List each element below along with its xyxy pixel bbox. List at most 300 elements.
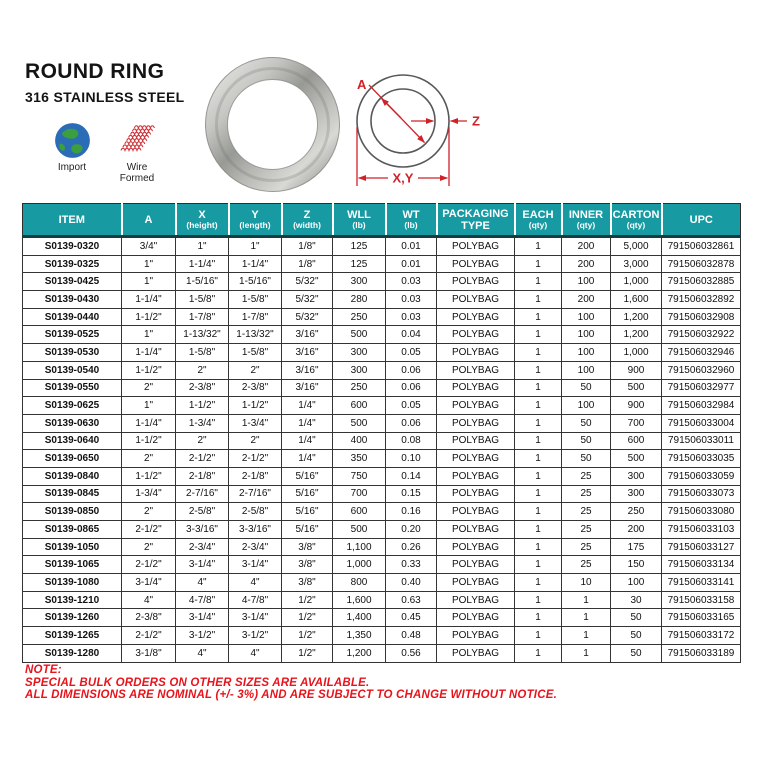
value-cell: 1"	[122, 326, 176, 344]
value-cell: 3/8"	[282, 538, 333, 556]
value-cell: 0.01	[386, 237, 437, 256]
value-cell: POLYBAG	[437, 255, 515, 273]
item-cell: S0139-0425	[23, 273, 122, 291]
table-row	[23, 485, 741, 503]
value-cell: 4"	[229, 644, 282, 662]
value-cell: 2-1/2"	[176, 450, 229, 468]
value-cell: 1-7/8"	[229, 308, 282, 326]
value-cell: 1/2"	[282, 609, 333, 627]
value-cell: 1	[515, 379, 562, 397]
value-cell: 500	[611, 450, 662, 468]
value-cell: 250	[333, 379, 386, 397]
value-cell: 2-5/8"	[229, 503, 282, 521]
table-row	[23, 574, 741, 592]
value-cell: 0.04	[386, 326, 437, 344]
value-cell: 2"	[122, 503, 176, 521]
item-cell: S0139-0530	[23, 344, 122, 362]
value-cell: 0.40	[386, 574, 437, 592]
value-cell: 1	[515, 414, 562, 432]
diagram-label-xy: X,Y	[392, 170, 414, 186]
value-cell: POLYBAG	[437, 644, 515, 662]
value-cell: 0.15	[386, 485, 437, 503]
value-cell: 0.26	[386, 538, 437, 556]
value-cell: POLYBAG	[437, 361, 515, 379]
value-cell: 25	[562, 521, 611, 539]
value-cell: POLYBAG	[437, 556, 515, 574]
table-row	[23, 432, 741, 450]
value-cell: 3-1/4"	[122, 574, 176, 592]
page-title: ROUND RING	[25, 60, 165, 83]
wire-formed-badge-label: Wire Formed	[119, 162, 155, 184]
value-cell: 791506032946	[662, 344, 741, 362]
value-cell: 0.05	[386, 344, 437, 362]
value-cell: 25	[562, 503, 611, 521]
value-cell: 0.14	[386, 467, 437, 485]
value-cell: 1,100	[333, 538, 386, 556]
value-cell: 1	[515, 627, 562, 645]
value-cell: 150	[611, 556, 662, 574]
value-cell: POLYBAG	[437, 273, 515, 291]
value-cell: 2-3/4"	[176, 538, 229, 556]
item-cell: S0139-0845	[23, 485, 122, 503]
value-cell: 1/4"	[282, 450, 333, 468]
value-cell: 1,200	[333, 644, 386, 662]
value-cell: 2-1/8"	[229, 467, 282, 485]
value-cell: 0.03	[386, 291, 437, 309]
value-cell: 50	[562, 414, 611, 432]
value-cell: 2-1/2"	[122, 556, 176, 574]
value-cell: 100	[562, 397, 611, 415]
value-cell: 1	[515, 591, 562, 609]
value-cell: POLYBAG	[437, 414, 515, 432]
value-cell: 100	[562, 361, 611, 379]
value-cell: 1-3/4"	[229, 414, 282, 432]
value-cell: 25	[562, 485, 611, 503]
value-cell: 1	[562, 644, 611, 662]
value-cell: 791506032984	[662, 397, 741, 415]
value-cell: 30	[611, 591, 662, 609]
value-cell: 1-5/8"	[176, 291, 229, 309]
value-cell: 2-1/2"	[229, 450, 282, 468]
diagram-label-z: Z	[472, 113, 480, 129]
value-cell: 50	[611, 627, 662, 645]
value-cell: 0.06	[386, 414, 437, 432]
column-header: ITEM	[23, 204, 122, 237]
value-cell: 3-1/2"	[229, 627, 282, 645]
value-cell: 1	[515, 361, 562, 379]
value-cell: 50	[611, 644, 662, 662]
value-cell: 0.03	[386, 308, 437, 326]
value-cell: 600	[333, 503, 386, 521]
value-cell: 1-1/2"	[122, 432, 176, 450]
value-cell: 2"	[229, 432, 282, 450]
value-cell: 791506032922	[662, 326, 741, 344]
table-row	[23, 326, 741, 344]
value-cell: 1/2"	[282, 644, 333, 662]
table-row	[23, 467, 741, 485]
value-cell: 100	[562, 326, 611, 344]
value-cell: 250	[333, 308, 386, 326]
value-cell: 791506032878	[662, 255, 741, 273]
value-cell: 1	[562, 609, 611, 627]
value-cell: 0.10	[386, 450, 437, 468]
value-cell: 2"	[229, 361, 282, 379]
value-cell: 1-5/8"	[176, 344, 229, 362]
value-cell: 1/2"	[282, 591, 333, 609]
value-cell: 175	[611, 538, 662, 556]
value-cell: 2"	[176, 361, 229, 379]
table-row	[23, 379, 741, 397]
value-cell: 1-13/32"	[176, 326, 229, 344]
product-photo-ring	[200, 52, 345, 202]
value-cell: 10	[562, 574, 611, 592]
value-cell: 1,350	[333, 627, 386, 645]
value-cell: 600	[611, 432, 662, 450]
item-cell: S0139-1065	[23, 556, 122, 574]
value-cell: POLYBAG	[437, 432, 515, 450]
table-header-row	[23, 204, 741, 237]
value-cell: 1	[515, 273, 562, 291]
spec-table	[22, 203, 741, 663]
value-cell: 3-1/4"	[176, 556, 229, 574]
value-cell: 1-1/2"	[122, 361, 176, 379]
value-cell: 791506033059	[662, 467, 741, 485]
value-cell: 280	[333, 291, 386, 309]
value-cell: 791506032861	[662, 237, 741, 256]
column-header: INNER (qty)	[562, 204, 611, 237]
value-cell: 5/32"	[282, 291, 333, 309]
value-cell: 200	[562, 237, 611, 256]
value-cell: 791506033158	[662, 591, 741, 609]
value-cell: 25	[562, 556, 611, 574]
value-cell: 1-1/4"	[122, 291, 176, 309]
value-cell: 1,000	[333, 556, 386, 574]
value-cell: 1-3/4"	[122, 485, 176, 503]
value-cell: 791506032977	[662, 379, 741, 397]
value-cell: 300	[611, 485, 662, 503]
item-cell: S0139-0440	[23, 308, 122, 326]
value-cell: 500	[333, 326, 386, 344]
value-cell: 100	[562, 344, 611, 362]
value-cell: 2-5/8"	[176, 503, 229, 521]
value-cell: 50	[611, 609, 662, 627]
value-cell: 1"	[122, 397, 176, 415]
item-cell: S0139-0525	[23, 326, 122, 344]
value-cell: 5/32"	[282, 273, 333, 291]
item-cell: S0139-1260	[23, 609, 122, 627]
value-cell: POLYBAG	[437, 379, 515, 397]
value-cell: POLYBAG	[437, 485, 515, 503]
value-cell: 1-5/16"	[176, 273, 229, 291]
value-cell: 1,200	[611, 326, 662, 344]
value-cell: 50	[562, 432, 611, 450]
column-header: CARTON (qty)	[611, 204, 662, 237]
value-cell: 2-3/4"	[229, 538, 282, 556]
value-cell: 2-3/8"	[176, 379, 229, 397]
dimension-diagram	[345, 57, 520, 202]
value-cell: 2-1/2"	[122, 627, 176, 645]
value-cell: 4"	[122, 591, 176, 609]
table-row	[23, 344, 741, 362]
page-subtitle: 316 STAINLESS STEEL	[25, 89, 185, 105]
column-header: Z (width)	[282, 204, 333, 237]
item-cell: S0139-1280	[23, 644, 122, 662]
value-cell: 5/32"	[282, 308, 333, 326]
item-cell: S0139-0430	[23, 291, 122, 309]
value-cell: 1	[515, 237, 562, 256]
value-cell: 300	[333, 273, 386, 291]
item-cell: S0139-1265	[23, 627, 122, 645]
column-header: UPC	[662, 204, 741, 237]
value-cell: 1-5/16"	[229, 273, 282, 291]
wire-formed-icon	[113, 121, 161, 159]
value-cell: 0.08	[386, 432, 437, 450]
value-cell: 3/16"	[282, 344, 333, 362]
value-cell: 1	[515, 291, 562, 309]
value-cell: 2-7/16"	[176, 485, 229, 503]
table-row	[23, 291, 741, 309]
item-cell: S0139-1080	[23, 574, 122, 592]
value-cell: 1-1/2"	[122, 467, 176, 485]
value-cell: 791506032908	[662, 308, 741, 326]
diagram-label-a: A	[357, 77, 367, 92]
value-cell: 3-3/16"	[229, 521, 282, 539]
value-cell: 3/16"	[282, 361, 333, 379]
value-cell: 2"	[122, 538, 176, 556]
value-cell: 5/16"	[282, 485, 333, 503]
value-cell: 1/4"	[282, 432, 333, 450]
table-row	[23, 556, 741, 574]
item-cell: S0139-0325	[23, 255, 122, 273]
column-header: PACKAGING TYPE	[437, 204, 515, 237]
value-cell: POLYBAG	[437, 627, 515, 645]
note-line: ALL DIMENSIONS ARE NOMINAL (+/- 3%) AND ARE SUBJECT TO CHANGE WITHOUT NOTICE.	[25, 689, 557, 702]
value-cell: 0.63	[386, 591, 437, 609]
value-cell: 1-1/2"	[122, 308, 176, 326]
value-cell: 791506032960	[662, 361, 741, 379]
value-cell: 1-5/8"	[229, 344, 282, 362]
value-cell: 0.05	[386, 397, 437, 415]
value-cell: 1-7/8"	[176, 308, 229, 326]
table-row	[23, 308, 741, 326]
value-cell: 750	[333, 467, 386, 485]
value-cell: 600	[333, 397, 386, 415]
value-cell: 100	[611, 574, 662, 592]
value-cell: 2"	[122, 450, 176, 468]
value-cell: 200	[611, 521, 662, 539]
value-cell: 1/8"	[282, 255, 333, 273]
value-cell: 300	[333, 344, 386, 362]
value-cell: 0.56	[386, 644, 437, 662]
table-row	[23, 591, 741, 609]
value-cell: 3-3/16"	[176, 521, 229, 539]
value-cell: 3-1/8"	[122, 644, 176, 662]
value-cell: 791506032892	[662, 291, 741, 309]
value-cell: POLYBAG	[437, 308, 515, 326]
value-cell: POLYBAG	[437, 291, 515, 309]
value-cell: 1/8"	[282, 237, 333, 256]
value-cell: 3-1/4"	[229, 609, 282, 627]
value-cell: 1	[515, 538, 562, 556]
value-cell: 3/8"	[282, 574, 333, 592]
table-row	[23, 414, 741, 432]
value-cell: 2"	[176, 432, 229, 450]
note-heading: NOTE:	[25, 664, 62, 676]
value-cell: 791506033165	[662, 609, 741, 627]
value-cell: 2-3/8"	[122, 609, 176, 627]
value-cell: 5/16"	[282, 503, 333, 521]
value-cell: 0.03	[386, 273, 437, 291]
column-header: WT (lb)	[386, 204, 437, 237]
value-cell: 1	[515, 308, 562, 326]
value-cell: POLYBAG	[437, 450, 515, 468]
import-badge	[50, 121, 94, 173]
value-cell: 1-1/2"	[229, 397, 282, 415]
table-row	[23, 627, 741, 645]
value-cell: 791506033103	[662, 521, 741, 539]
value-cell: 1	[515, 644, 562, 662]
value-cell: 3/8"	[282, 556, 333, 574]
value-cell: 125	[333, 237, 386, 256]
value-cell: 1	[515, 574, 562, 592]
value-cell: 0.48	[386, 627, 437, 645]
value-cell: 791506033172	[662, 627, 741, 645]
item-cell: S0139-1050	[23, 538, 122, 556]
value-cell: 0.01	[386, 255, 437, 273]
value-cell: 200	[562, 255, 611, 273]
value-cell: 791506033127	[662, 538, 741, 556]
value-cell: 3,000	[611, 255, 662, 273]
value-cell: 4-7/8"	[176, 591, 229, 609]
value-cell: POLYBAG	[437, 467, 515, 485]
item-cell: S0139-0640	[23, 432, 122, 450]
value-cell: 1	[515, 344, 562, 362]
value-cell: 2-3/8"	[229, 379, 282, 397]
value-cell: 3/4"	[122, 237, 176, 256]
value-cell: 1"	[122, 255, 176, 273]
table-row	[23, 237, 741, 256]
item-cell: S0139-0840	[23, 467, 122, 485]
table-row	[23, 538, 741, 556]
value-cell: POLYBAG	[437, 397, 515, 415]
value-cell: 125	[333, 255, 386, 273]
value-cell: 1"	[229, 237, 282, 256]
value-cell: 4-7/8"	[229, 591, 282, 609]
value-cell: 500	[333, 521, 386, 539]
column-header: X (height)	[176, 204, 229, 237]
value-cell: 25	[562, 538, 611, 556]
value-cell: 1-1/2"	[176, 397, 229, 415]
value-cell: 300	[333, 361, 386, 379]
note-line: SPECIAL BULK ORDERS ON OTHER SIZES ARE AVAILABLE.	[25, 676, 370, 689]
value-cell: 5/16"	[282, 467, 333, 485]
value-cell: 791506033134	[662, 556, 741, 574]
value-cell: 700	[611, 414, 662, 432]
column-header: EACH (qty)	[515, 204, 562, 237]
value-cell: 791506033189	[662, 644, 741, 662]
value-cell: 791506033035	[662, 450, 741, 468]
value-cell: 350	[333, 450, 386, 468]
value-cell: 800	[333, 574, 386, 592]
value-cell: 1/4"	[282, 397, 333, 415]
value-cell: 0.06	[386, 379, 437, 397]
value-cell: 1	[515, 326, 562, 344]
value-cell: POLYBAG	[437, 326, 515, 344]
value-cell: 1-1/4"	[176, 255, 229, 273]
value-cell: 3-1/4"	[176, 609, 229, 627]
value-cell: 1,600	[611, 291, 662, 309]
value-cell: 1	[562, 591, 611, 609]
item-cell: S0139-0540	[23, 361, 122, 379]
value-cell: 1	[562, 627, 611, 645]
item-cell: S0139-0850	[23, 503, 122, 521]
value-cell: 0.33	[386, 556, 437, 574]
value-cell: 1,000	[611, 344, 662, 362]
item-cell: S0139-0630	[23, 414, 122, 432]
value-cell: 1/2"	[282, 627, 333, 645]
value-cell: 100	[562, 308, 611, 326]
value-cell: 1	[515, 432, 562, 450]
value-cell: 2-1/2"	[122, 521, 176, 539]
value-cell: 0.45	[386, 609, 437, 627]
value-cell: POLYBAG	[437, 591, 515, 609]
value-cell: 4"	[176, 644, 229, 662]
item-cell: S0139-0865	[23, 521, 122, 539]
item-cell: S0139-0625	[23, 397, 122, 415]
value-cell: 1,000	[611, 273, 662, 291]
import-globe-icon	[50, 121, 94, 159]
value-cell: 791506033073	[662, 485, 741, 503]
value-cell: 1	[515, 503, 562, 521]
value-cell: 500	[611, 379, 662, 397]
value-cell: 3-1/2"	[176, 627, 229, 645]
value-cell: 250	[611, 503, 662, 521]
value-cell: 1/4"	[282, 414, 333, 432]
value-cell: 2"	[122, 379, 176, 397]
wire-formed-badge	[113, 121, 161, 184]
table-row	[23, 644, 741, 662]
column-header: A	[122, 204, 176, 237]
value-cell: 791506033141	[662, 574, 741, 592]
table-row	[23, 503, 741, 521]
value-cell: 1,200	[611, 308, 662, 326]
value-cell: POLYBAG	[437, 237, 515, 256]
value-cell: 4"	[229, 574, 282, 592]
value-cell: 791506033004	[662, 414, 741, 432]
value-cell: POLYBAG	[437, 609, 515, 627]
import-badge-label: Import	[57, 162, 87, 173]
value-cell: 100	[562, 273, 611, 291]
value-cell: 5/16"	[282, 521, 333, 539]
table-row	[23, 397, 741, 415]
value-cell: 1-1/4"	[229, 255, 282, 273]
value-cell: POLYBAG	[437, 344, 515, 362]
value-cell: 1,600	[333, 591, 386, 609]
table-row	[23, 609, 741, 627]
value-cell: 1	[515, 397, 562, 415]
value-cell: 25	[562, 467, 611, 485]
value-cell: 1	[515, 521, 562, 539]
value-cell: 2-7/16"	[229, 485, 282, 503]
note	[25, 664, 557, 702]
column-header: Y (length)	[229, 204, 282, 237]
value-cell: POLYBAG	[437, 503, 515, 521]
item-cell: S0139-0320	[23, 237, 122, 256]
item-cell: S0139-0650	[23, 450, 122, 468]
value-cell: 300	[611, 467, 662, 485]
value-cell: 900	[611, 361, 662, 379]
item-cell: S0139-0550	[23, 379, 122, 397]
